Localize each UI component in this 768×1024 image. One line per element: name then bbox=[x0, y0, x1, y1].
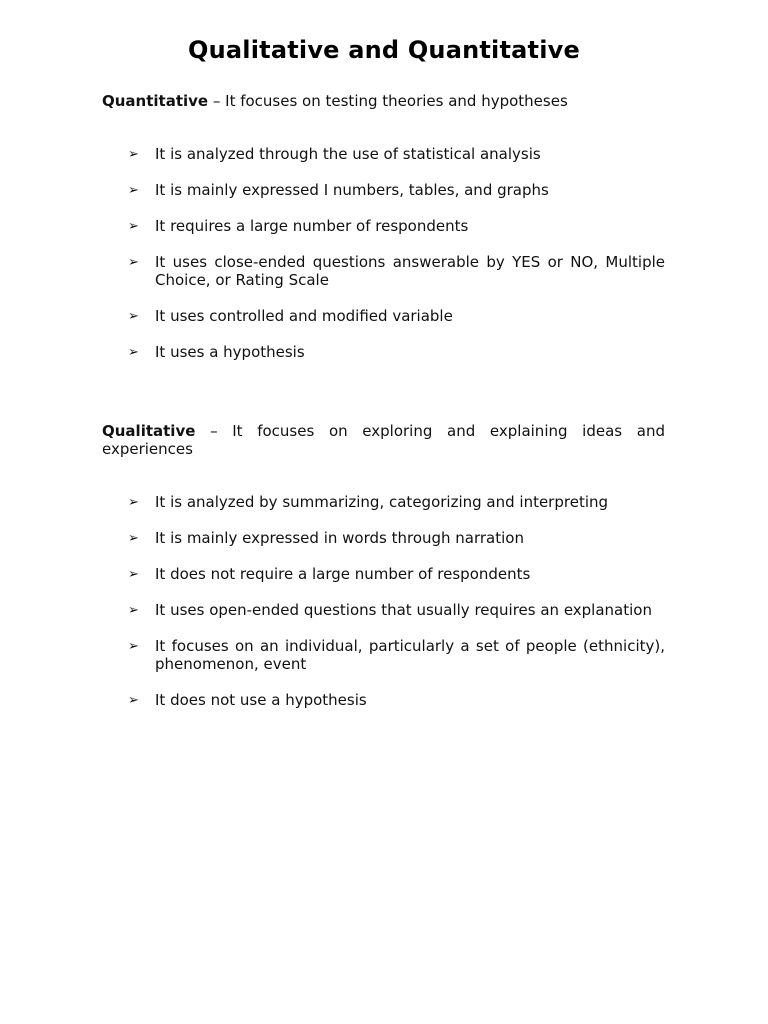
list-item-text: It is analyzed through the use of statistical analysis bbox=[155, 145, 541, 163]
list-item bbox=[102, 217, 665, 235]
list-item-text: It uses controlled and modified variable bbox=[155, 307, 453, 325]
arrow-bullet-icon: ➢ bbox=[128, 345, 139, 360]
list-item-text: It uses a hypothesis bbox=[155, 343, 305, 361]
list-item-text: It is mainly expressed I numbers, tables, and graphs bbox=[155, 181, 549, 199]
list-item-text: It is analyzed by summarizing, categorizing and interpreting bbox=[155, 493, 609, 511]
list-item-text: It does not use a hypothesis bbox=[155, 691, 367, 709]
quantitative-bullet-list bbox=[102, 145, 665, 379]
list-item-text: It uses open-ended questions that usually requires an explanation bbox=[155, 601, 652, 619]
arrow-bullet-icon: ➢ bbox=[128, 255, 139, 270]
section-definition-text: – It focuses on exploring and explaining ideas and experiences bbox=[102, 422, 665, 458]
list-item bbox=[102, 145, 665, 163]
list-item bbox=[102, 253, 665, 289]
list-item bbox=[102, 565, 665, 583]
arrow-bullet-icon: ➢ bbox=[128, 219, 139, 234]
list-item-text: It focuses on an individual, particularly a set of people (ethnicity), phenomenon, event bbox=[155, 637, 665, 673]
list-item bbox=[102, 181, 665, 199]
arrow-bullet-icon: ➢ bbox=[128, 567, 139, 582]
section-term-qualitative: Qualitative bbox=[102, 422, 196, 440]
list-item bbox=[102, 637, 665, 673]
list-item bbox=[102, 493, 665, 511]
arrow-bullet-icon: ➢ bbox=[128, 603, 139, 618]
arrow-bullet-icon: ➢ bbox=[128, 183, 139, 198]
section-term-quantitative: Quantitative bbox=[102, 92, 209, 110]
list-item-text: It uses close-ended questions answerable by YES or NO, Multiple Choice, or Rating Scale bbox=[155, 253, 665, 289]
list-item-text: It is mainly expressed in words through narration bbox=[155, 529, 524, 547]
arrow-bullet-icon: ➢ bbox=[128, 147, 139, 162]
list-item bbox=[102, 601, 665, 619]
list-item bbox=[102, 691, 665, 709]
section-definition-text: – It focuses on testing theories and hypotheses bbox=[208, 92, 568, 110]
list-item bbox=[102, 343, 665, 361]
list-item bbox=[102, 529, 665, 547]
quantitative-definition bbox=[102, 92, 665, 110]
list-item bbox=[102, 307, 665, 325]
page-title: Qualitative and Quantitative bbox=[188, 36, 580, 64]
arrow-bullet-icon: ➢ bbox=[128, 309, 139, 324]
qualitative-bullet-list bbox=[102, 493, 665, 727]
arrow-bullet-icon: ➢ bbox=[128, 531, 139, 546]
arrow-bullet-icon: ➢ bbox=[128, 693, 139, 708]
qualitative-definition bbox=[102, 422, 665, 458]
arrow-bullet-icon: ➢ bbox=[128, 639, 139, 654]
arrow-bullet-icon: ➢ bbox=[128, 495, 139, 510]
list-item-text: It requires a large number of respondents bbox=[155, 217, 469, 235]
list-item-text: It does not require a large number of respondents bbox=[155, 565, 531, 583]
